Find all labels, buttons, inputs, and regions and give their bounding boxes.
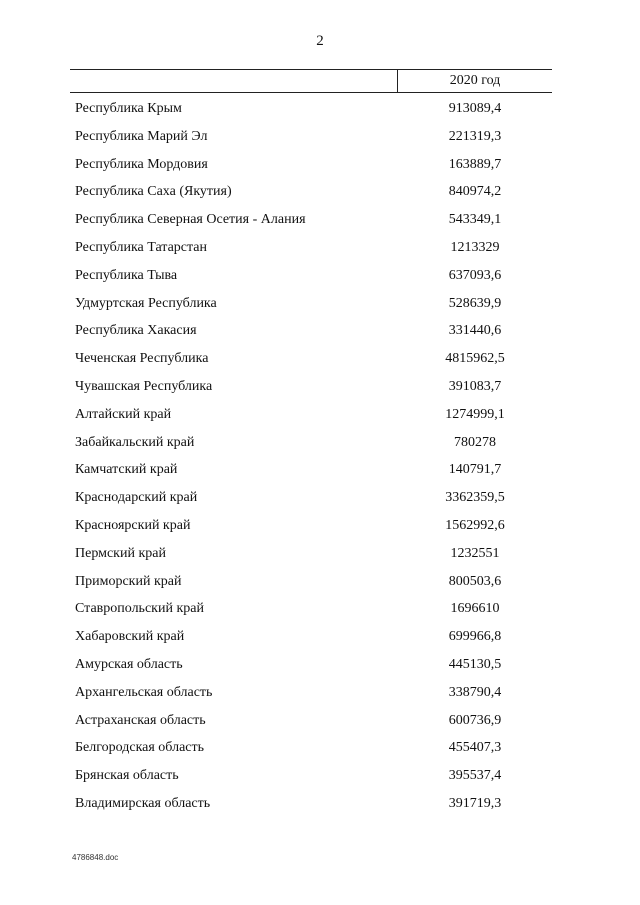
- table-row: [70, 97, 552, 125]
- table-row: [70, 653, 552, 681]
- table-row: [70, 264, 552, 292]
- region-name: Алтайский край: [75, 406, 172, 422]
- region-name: Пермский край: [75, 545, 166, 561]
- region-value: 455407,3: [448, 740, 502, 756]
- region-value: 3362359,5: [445, 490, 505, 506]
- region-value: 221319,3: [448, 128, 502, 144]
- table-row: [70, 736, 552, 764]
- table-row: [70, 458, 552, 486]
- region-name: Ставропольский край: [75, 601, 204, 617]
- region-value: 543349,1: [448, 212, 502, 228]
- region-name: Удмуртская Республика: [75, 295, 217, 311]
- region-value: 445130,5: [448, 656, 502, 672]
- table-row: [70, 625, 552, 653]
- table-row: [70, 681, 552, 709]
- region-name: Чувашская Республика: [75, 378, 213, 394]
- region-value: 780278: [454, 434, 496, 450]
- region-name: Республика Татарстан: [75, 239, 208, 255]
- region-value: 1562992,6: [445, 517, 505, 533]
- table-body: [70, 97, 552, 820]
- region-name: Республика Мордовия: [75, 156, 208, 172]
- table-row: [70, 542, 552, 570]
- footer-file-name: 4786848.doc: [72, 853, 119, 862]
- table-row: [70, 292, 552, 320]
- table-row: [70, 514, 552, 542]
- region-value: 1232551: [450, 545, 500, 561]
- region-value: 1696610: [450, 601, 500, 617]
- region-value: 840974,2: [448, 184, 502, 200]
- table-row: [70, 180, 552, 208]
- table-row: [70, 431, 552, 459]
- region-value: 391719,3: [448, 795, 502, 811]
- region-name: Республика Хакасия: [75, 323, 197, 339]
- table-row: [70, 208, 552, 236]
- region-name: Хабаровский край: [75, 629, 185, 645]
- region-name: Брянская область: [75, 768, 179, 784]
- table-row: [70, 125, 552, 153]
- table-header: [70, 69, 552, 93]
- region-value: 391083,7: [448, 378, 502, 394]
- region-value: 4815962,5: [445, 351, 505, 367]
- table-row: [70, 570, 552, 598]
- region-name: Астраханская область: [75, 712, 206, 728]
- region-name: Приморский край: [75, 573, 182, 589]
- region-name: Республика Марий Эл: [75, 128, 208, 144]
- region-value: 1213329: [450, 239, 500, 255]
- region-name: Белгородская область: [75, 740, 205, 756]
- region-value: 395537,4: [448, 768, 502, 784]
- region-value: 600736,9: [448, 712, 502, 728]
- region-name: Республика Тыва: [75, 267, 178, 283]
- table-row: [70, 319, 552, 347]
- region-value: 1274999,1: [445, 406, 505, 422]
- region-name: Архангельская область: [75, 684, 213, 700]
- table-row: [70, 792, 552, 820]
- region-value: 163889,7: [448, 156, 502, 172]
- table-row: [70, 764, 552, 792]
- region-value: 140791,7: [448, 462, 502, 478]
- region-name: Амурская область: [75, 656, 183, 672]
- region-value: 637093,6: [448, 267, 502, 283]
- region-name: Республика Саха (Якутия): [75, 184, 232, 200]
- table-row: [70, 709, 552, 737]
- region-name: Краснодарский край: [75, 490, 198, 506]
- table-row: [70, 236, 552, 264]
- region-value: 800503,6: [448, 573, 502, 589]
- region-name: Красноярский край: [75, 517, 191, 533]
- region-name: Забайкальский край: [75, 434, 195, 450]
- table-row: [70, 403, 552, 431]
- region-value: 338790,4: [448, 684, 502, 700]
- table-row: [70, 597, 552, 625]
- page-number: 2: [316, 33, 324, 49]
- region-value: 331440,6: [448, 323, 502, 339]
- table-row: [70, 153, 552, 181]
- region-value: 699966,8: [448, 629, 502, 645]
- region-value: 913089,4: [448, 101, 502, 116]
- regions-table: [70, 69, 552, 820]
- region-value: 528639,9: [448, 295, 502, 311]
- region-name: Республика Крым: [75, 101, 182, 116]
- table-row: [70, 347, 552, 375]
- region-name: Чеченская Республика: [75, 351, 209, 367]
- table-row: [70, 486, 552, 514]
- region-name: Владимирская область: [75, 795, 211, 811]
- table-row: [70, 375, 552, 403]
- region-name: Республика Северная Осетия - Алания: [75, 212, 306, 228]
- header-year: 2020 год: [449, 73, 501, 88]
- region-name: Камчатский край: [75, 462, 178, 478]
